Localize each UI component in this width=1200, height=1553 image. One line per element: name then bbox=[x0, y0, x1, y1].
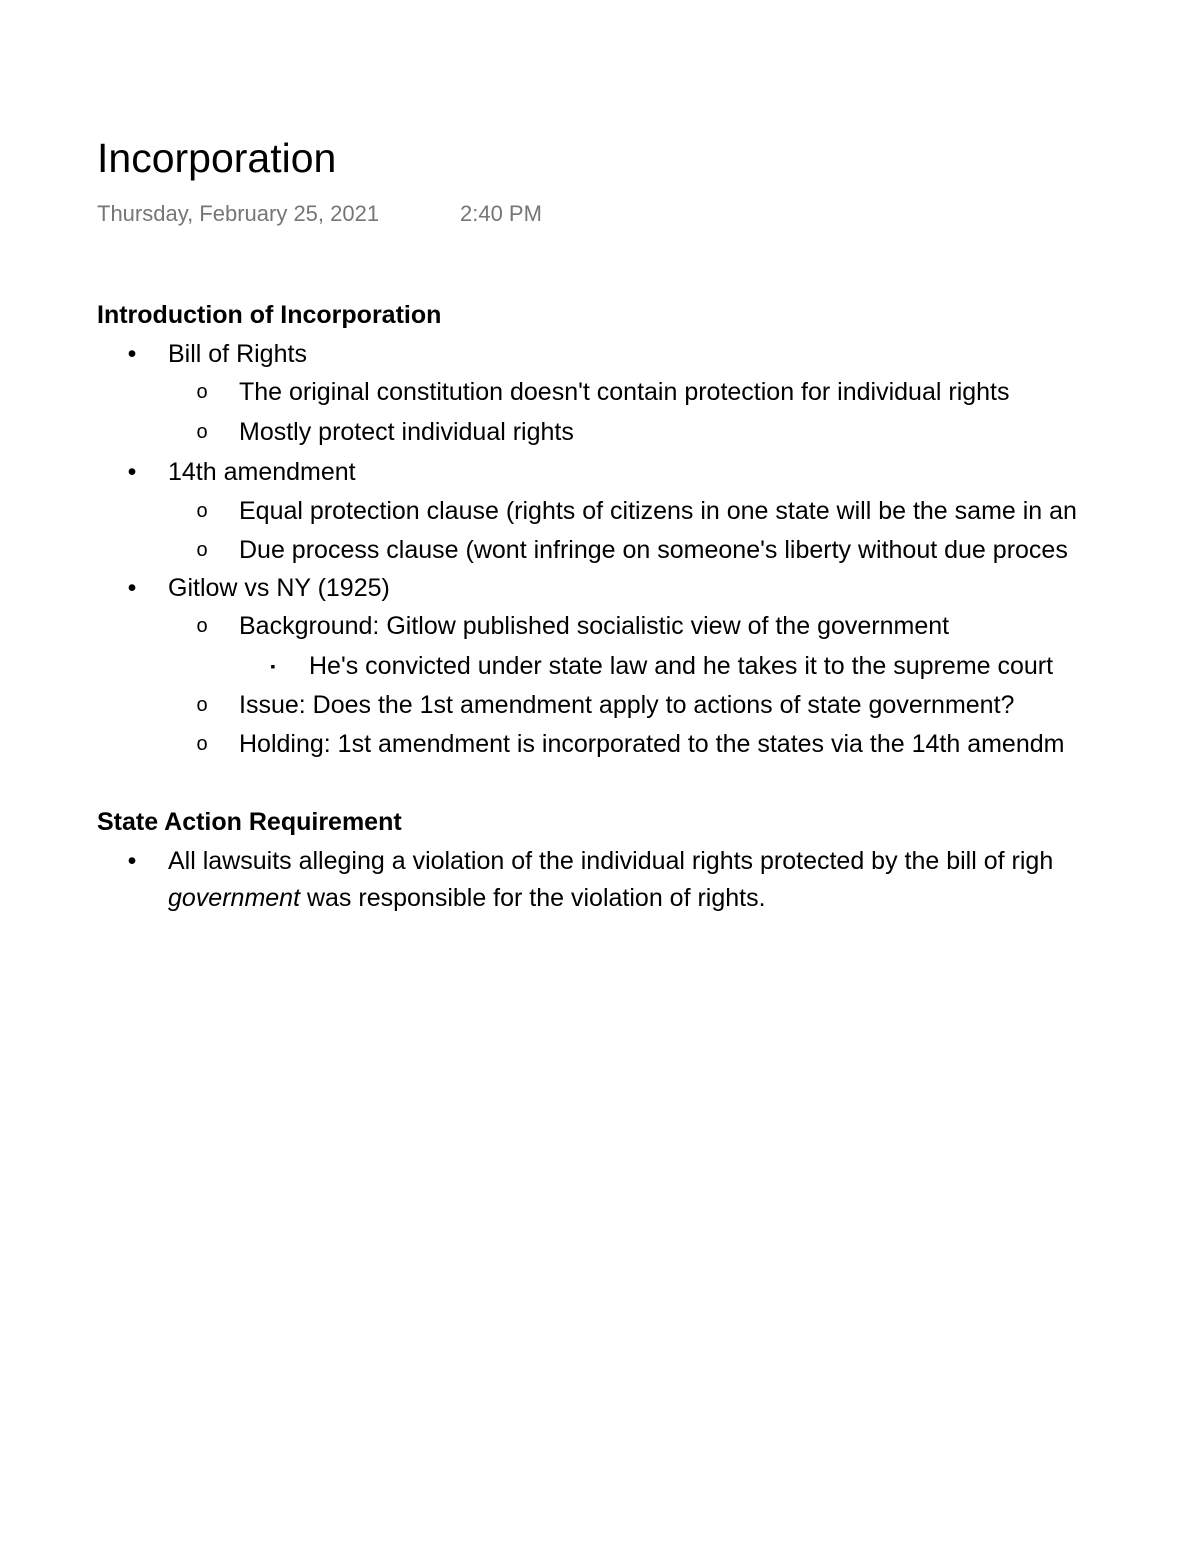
list-item: Due process clause (wont infringe on someone's liberty without due proces bbox=[239, 536, 1068, 564]
list-item-continuation bbox=[168, 881, 766, 915]
section-heading-state-action: State Action Requirement bbox=[97, 808, 402, 836]
list-item: Mostly protect individual rights bbox=[239, 418, 574, 446]
note-time: 2:40 PM bbox=[460, 201, 542, 226]
note-title: Incorporation bbox=[97, 135, 337, 181]
bullet-icon: • bbox=[127, 847, 137, 875]
list-item: The original constitution doesn't contain protection for individual rights bbox=[239, 378, 1010, 406]
hollow-bullet-icon: o bbox=[196, 539, 208, 561]
hollow-bullet-icon: o bbox=[196, 500, 208, 522]
list-item: Gitlow vs NY (1925) bbox=[168, 574, 390, 602]
square-bullet-icon: ▪ bbox=[270, 658, 276, 674]
list-item: He's convicted under state law and he takes it to the supreme court bbox=[309, 652, 1054, 680]
hollow-bullet-icon: o bbox=[196, 733, 208, 755]
italic-text: government bbox=[168, 884, 301, 912]
hollow-bullet-icon: o bbox=[196, 694, 208, 716]
list-item: All lawsuits alleging a violation of the individual rights protected by the bill of righ bbox=[168, 847, 1054, 875]
list-item: Issue: Does the 1st amendment apply to actions of state government? bbox=[239, 691, 1015, 719]
note-date: Thursday, February 25, 2021 bbox=[97, 201, 380, 226]
bullet-icon: • bbox=[127, 574, 137, 602]
list-item: Holding: 1st amendment is incorporated to the states via the 14th amendm bbox=[239, 730, 1065, 758]
bullet-icon: • bbox=[127, 458, 137, 486]
list-item: 14th amendment bbox=[168, 458, 356, 486]
list-item: Equal protection clause (rights of citizens in one state will be the same in an bbox=[239, 497, 1077, 525]
hollow-bullet-icon: o bbox=[196, 615, 208, 637]
section-heading-introduction: Introduction of Incorporation bbox=[97, 301, 442, 329]
continuation-text: was responsible for the violation of rights. bbox=[300, 884, 766, 912]
hollow-bullet-icon: o bbox=[196, 421, 208, 443]
hollow-bullet-icon: o bbox=[196, 381, 208, 403]
list-item: Background: Gitlow published socialistic view of the government bbox=[239, 612, 950, 640]
bullet-icon: • bbox=[127, 340, 137, 368]
list-item: Bill of Rights bbox=[168, 340, 307, 368]
